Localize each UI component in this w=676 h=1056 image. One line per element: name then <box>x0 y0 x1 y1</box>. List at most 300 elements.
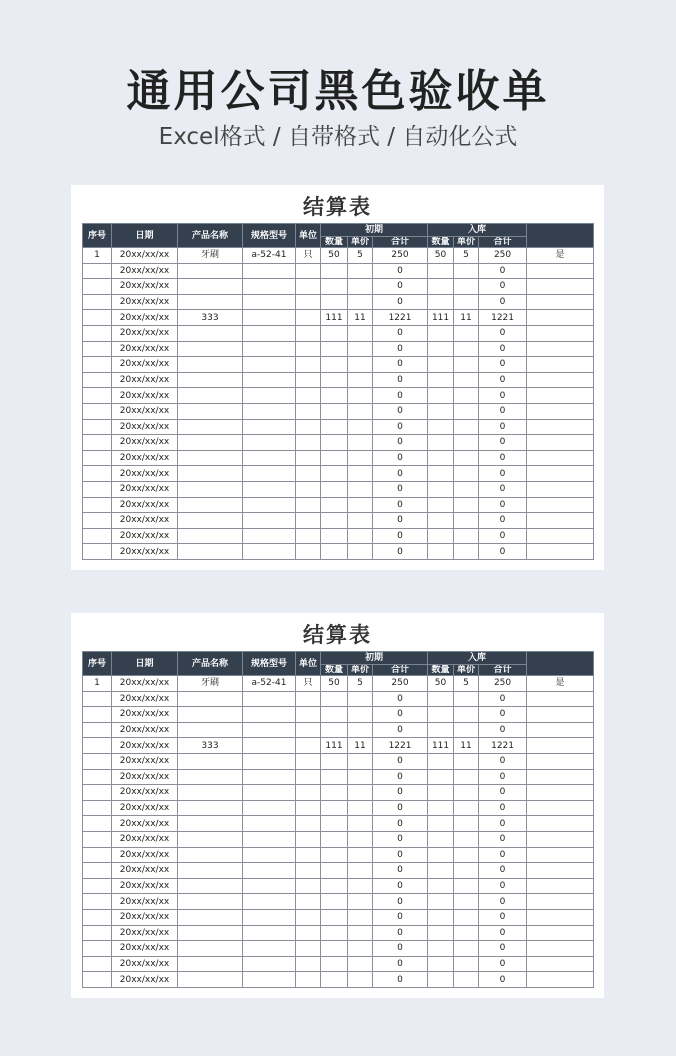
table-cell <box>348 785 373 801</box>
table-row <box>83 785 594 801</box>
table-row <box>83 831 594 847</box>
table-cell <box>454 800 479 816</box>
table-cell <box>243 528 296 544</box>
table-cell <box>83 956 112 972</box>
table-cell <box>296 497 321 513</box>
table-cell: 0 <box>373 941 428 957</box>
table-cell <box>428 450 454 466</box>
table-body <box>83 248 594 560</box>
table-cell: 20xx/xx/xx <box>112 357 178 373</box>
table-cell <box>428 816 454 832</box>
sheet-title: 结算表 <box>303 195 372 219</box>
sheet-title: 结算表 <box>303 623 372 647</box>
table-cell <box>178 941 243 957</box>
table-cell <box>348 497 373 513</box>
table-cell <box>428 279 454 295</box>
table-cell <box>321 707 348 723</box>
table-cell <box>296 707 321 723</box>
table-cell <box>83 863 112 879</box>
table-cell <box>321 528 348 544</box>
table-cell: 20xx/xx/xx <box>112 676 178 692</box>
table-cell: 0 <box>479 909 527 925</box>
table-cell: 0 <box>479 972 527 988</box>
table-row <box>83 450 594 466</box>
table-cell <box>296 769 321 785</box>
table-cell: 1221 <box>373 738 428 754</box>
col-header-unit: 单位 <box>296 652 321 676</box>
table-cell <box>454 513 479 529</box>
col-header-product: 产品名称 <box>178 652 243 676</box>
table-cell <box>527 357 594 373</box>
table-cell <box>321 847 348 863</box>
table-cell <box>321 785 348 801</box>
table-cell <box>428 753 454 769</box>
table-cell <box>454 972 479 988</box>
table-cell <box>348 831 373 847</box>
table-cell <box>527 831 594 847</box>
table-cell: 20xx/xx/xx <box>112 894 178 910</box>
table-cell: 20xx/xx/xx <box>112 972 178 988</box>
table-row <box>83 847 594 863</box>
table-cell <box>527 419 594 435</box>
table-cell <box>83 894 112 910</box>
table-cell: 0 <box>373 972 428 988</box>
col-header-spec: 规格型号 <box>243 652 296 676</box>
table-cell: 0 <box>373 263 428 279</box>
table-cell: 1 <box>83 248 112 264</box>
table-cell: 1 <box>83 676 112 692</box>
table-cell <box>321 691 348 707</box>
table-cell <box>527 847 594 863</box>
table-cell <box>348 263 373 279</box>
table-cell <box>428 403 454 419</box>
table-cell <box>83 466 112 482</box>
table-cell <box>454 863 479 879</box>
table-cell <box>428 691 454 707</box>
table-cell <box>243 831 296 847</box>
table-cell: 只 <box>296 676 321 692</box>
table-cell: 50 <box>428 248 454 264</box>
table-cell <box>83 738 112 754</box>
table-cell <box>527 528 594 544</box>
table-cell <box>83 800 112 816</box>
table-cell <box>348 909 373 925</box>
table-cell: 只 <box>296 248 321 264</box>
settlement-table <box>82 651 594 988</box>
table-cell <box>296 513 321 529</box>
table-cell: 20xx/xx/xx <box>112 263 178 279</box>
table-row <box>83 800 594 816</box>
table-cell <box>243 466 296 482</box>
table-cell <box>296 403 321 419</box>
table-cell <box>348 419 373 435</box>
spreadsheet-preview-1 <box>71 185 604 570</box>
table-cell <box>527 753 594 769</box>
table-cell: 0 <box>479 279 527 295</box>
table-cell: 20xx/xx/xx <box>112 925 178 941</box>
table-cell <box>321 753 348 769</box>
table-cell <box>296 847 321 863</box>
table-row <box>83 513 594 529</box>
table-cell <box>428 894 454 910</box>
table-cell <box>527 310 594 326</box>
table-cell <box>83 279 112 295</box>
table-cell <box>527 785 594 801</box>
table-cell: 0 <box>373 707 428 723</box>
table-cell: 0 <box>479 372 527 388</box>
table-row <box>83 388 594 404</box>
table-cell <box>243 691 296 707</box>
table-cell <box>321 972 348 988</box>
table-cell: 0 <box>479 294 527 310</box>
table-cell <box>296 435 321 451</box>
table-cell <box>454 831 479 847</box>
table-cell <box>454 956 479 972</box>
table-cell <box>321 878 348 894</box>
table-cell: 0 <box>373 847 428 863</box>
table-cell <box>454 941 479 957</box>
table-cell <box>527 481 594 497</box>
table-cell <box>296 941 321 957</box>
table-cell: 0 <box>373 325 428 341</box>
col-header-index: 序号 <box>83 652 112 676</box>
table-cell: 0 <box>479 544 527 560</box>
table-cell: 20xx/xx/xx <box>112 248 178 264</box>
table-cell <box>454 481 479 497</box>
table-cell <box>296 738 321 754</box>
table-cell <box>321 263 348 279</box>
table-cell <box>83 722 112 738</box>
table-row <box>83 894 594 910</box>
table-cell <box>178 513 243 529</box>
table-cell: 11 <box>348 738 373 754</box>
col-header-inbound-price: 单价 <box>454 237 479 248</box>
table-cell <box>428 863 454 879</box>
table-cell <box>428 341 454 357</box>
table-cell <box>454 847 479 863</box>
col-header-opening-total: 合计 <box>373 665 428 676</box>
table-cell: 0 <box>373 528 428 544</box>
table-cell <box>428 481 454 497</box>
table-cell: 0 <box>479 878 527 894</box>
table-cell <box>178 279 243 295</box>
table-cell <box>296 279 321 295</box>
table-row <box>83 341 594 357</box>
table-row <box>83 544 594 560</box>
table-cell: 250 <box>479 676 527 692</box>
table-cell: 50 <box>321 676 348 692</box>
table-cell <box>296 325 321 341</box>
table-row <box>83 722 594 738</box>
table-cell <box>321 388 348 404</box>
table-cell <box>428 722 454 738</box>
table-cell: 20xx/xx/xx <box>112 831 178 847</box>
table-cell <box>527 800 594 816</box>
col-header-opening-total: 合计 <box>373 237 428 248</box>
table-cell <box>348 466 373 482</box>
table-cell <box>428 513 454 529</box>
table-cell <box>178 419 243 435</box>
table-cell <box>454 722 479 738</box>
table-cell: 0 <box>479 941 527 957</box>
table-cell <box>428 466 454 482</box>
table-cell <box>527 972 594 988</box>
spreadsheet-preview-2 <box>71 613 604 998</box>
table-cell <box>348 513 373 529</box>
table-cell <box>527 450 594 466</box>
table-cell <box>243 878 296 894</box>
table-cell <box>527 263 594 279</box>
table-cell: 20xx/xx/xx <box>112 816 178 832</box>
table-cell <box>428 769 454 785</box>
table-cell: 0 <box>373 816 428 832</box>
table-cell <box>454 816 479 832</box>
table-cell <box>83 357 112 373</box>
table-cell <box>243 372 296 388</box>
table-row <box>83 279 594 295</box>
table-cell <box>243 481 296 497</box>
table-cell <box>527 372 594 388</box>
col-header-opening-price: 单价 <box>348 237 373 248</box>
table-cell: 0 <box>373 753 428 769</box>
table-cell <box>178 753 243 769</box>
table-cell <box>243 863 296 879</box>
table-cell <box>527 513 594 529</box>
table-cell: 0 <box>479 357 527 373</box>
table-cell: 0 <box>479 419 527 435</box>
table-cell: 0 <box>373 403 428 419</box>
table-cell: 111 <box>428 310 454 326</box>
table-cell <box>296 722 321 738</box>
table-cell <box>527 925 594 941</box>
table-cell <box>348 357 373 373</box>
table-cell: 20xx/xx/xx <box>112 878 178 894</box>
table-cell <box>527 722 594 738</box>
table-cell: 20xx/xx/xx <box>112 800 178 816</box>
table-cell <box>83 972 112 988</box>
col-header-opening-qty: 数量 <box>321 237 348 248</box>
table-cell: 0 <box>479 325 527 341</box>
table-cell <box>243 419 296 435</box>
col-header-index: 序号 <box>83 224 112 248</box>
table-cell <box>178 878 243 894</box>
page-title: 通用公司黑色验收单 <box>126 66 550 117</box>
table-cell: 0 <box>373 878 428 894</box>
table-cell <box>296 878 321 894</box>
col-header-spec: 规格型号 <box>243 224 296 248</box>
table-cell <box>348 941 373 957</box>
table-cell <box>83 513 112 529</box>
table-cell <box>243 972 296 988</box>
table-cell: 0 <box>479 691 527 707</box>
table-cell: 0 <box>373 388 428 404</box>
table-cell <box>296 341 321 357</box>
table-cell <box>296 388 321 404</box>
table-cell: 20xx/xx/xx <box>112 497 178 513</box>
table-cell: 5 <box>454 248 479 264</box>
table-row <box>83 707 594 723</box>
table-cell <box>243 847 296 863</box>
table-cell <box>296 310 321 326</box>
table-cell: 0 <box>479 388 527 404</box>
table-cell <box>428 544 454 560</box>
table-cell <box>178 863 243 879</box>
table-cell <box>527 497 594 513</box>
table-cell <box>296 753 321 769</box>
table-cell <box>83 544 112 560</box>
table-cell <box>348 816 373 832</box>
table-cell <box>454 294 479 310</box>
table-cell: 0 <box>479 769 527 785</box>
table-cell <box>428 419 454 435</box>
table-cell <box>243 435 296 451</box>
table-cell <box>178 497 243 513</box>
table-cell: 20xx/xx/xx <box>112 691 178 707</box>
table-cell <box>428 972 454 988</box>
table-row <box>83 753 594 769</box>
table-cell: 0 <box>373 909 428 925</box>
table-cell <box>428 388 454 404</box>
table-cell <box>348 325 373 341</box>
table-cell: 0 <box>373 722 428 738</box>
table-cell <box>348 435 373 451</box>
table-cell: 20xx/xx/xx <box>112 513 178 529</box>
table-row <box>83 691 594 707</box>
table-row <box>83 372 594 388</box>
table-cell <box>321 513 348 529</box>
table-cell: 0 <box>373 894 428 910</box>
table-cell <box>243 325 296 341</box>
table-cell: 0 <box>373 785 428 801</box>
table-cell: 0 <box>373 769 428 785</box>
col-header-opening: 初期 <box>321 652 428 665</box>
col-header-inbound: 入库 <box>428 652 527 665</box>
table-cell <box>83 707 112 723</box>
table-cell: 20xx/xx/xx <box>112 403 178 419</box>
table-cell <box>243 753 296 769</box>
table-cell <box>243 341 296 357</box>
table-cell: 是 <box>527 248 594 264</box>
table-cell <box>527 816 594 832</box>
col-header-blank <box>527 224 594 248</box>
table-cell <box>83 691 112 707</box>
table-cell: 20xx/xx/xx <box>112 466 178 482</box>
table-cell: 20xx/xx/xx <box>112 325 178 341</box>
table-cell: 20xx/xx/xx <box>112 722 178 738</box>
table-cell: 20xx/xx/xx <box>112 909 178 925</box>
table-cell: 20xx/xx/xx <box>112 785 178 801</box>
table-cell <box>428 785 454 801</box>
table-cell <box>83 419 112 435</box>
table-cell <box>321 435 348 451</box>
table-cell: 0 <box>373 279 428 295</box>
table-cell: 20xx/xx/xx <box>112 435 178 451</box>
table-cell: 111 <box>428 738 454 754</box>
table-cell <box>348 691 373 707</box>
table-cell <box>321 450 348 466</box>
table-cell <box>527 403 594 419</box>
table-cell <box>348 722 373 738</box>
table-cell: 0 <box>479 513 527 529</box>
table-cell <box>178 972 243 988</box>
table-cell: 20xx/xx/xx <box>112 279 178 295</box>
table-cell <box>178 894 243 910</box>
table-cell <box>348 956 373 972</box>
table-cell <box>83 263 112 279</box>
table-cell: 0 <box>373 481 428 497</box>
table-cell: 250 <box>373 248 428 264</box>
table-cell <box>348 707 373 723</box>
table-cell: 1221 <box>479 310 527 326</box>
table-cell <box>428 707 454 723</box>
table-cell <box>243 956 296 972</box>
table-row <box>83 925 594 941</box>
table-row <box>83 294 594 310</box>
table-cell: 0 <box>479 341 527 357</box>
table-cell <box>83 816 112 832</box>
table-cell <box>83 388 112 404</box>
table-cell <box>321 941 348 957</box>
table-cell <box>348 481 373 497</box>
table-cell: 20xx/xx/xx <box>112 528 178 544</box>
table-cell <box>348 800 373 816</box>
table-row <box>83 878 594 894</box>
table-row <box>83 481 594 497</box>
col-header-date: 日期 <box>112 224 178 248</box>
table-cell <box>454 785 479 801</box>
table-cell <box>321 357 348 373</box>
table-cell <box>178 341 243 357</box>
table-cell <box>428 800 454 816</box>
table-cell <box>348 341 373 357</box>
table-cell <box>243 450 296 466</box>
table-cell <box>321 800 348 816</box>
table-cell <box>348 894 373 910</box>
table-cell <box>243 357 296 373</box>
table-cell: 0 <box>373 466 428 482</box>
table-cell <box>83 925 112 941</box>
table-row <box>83 941 594 957</box>
table-cell <box>428 372 454 388</box>
table-cell <box>527 738 594 754</box>
table-row <box>83 419 594 435</box>
table-cell <box>178 263 243 279</box>
table-cell <box>527 388 594 404</box>
table-cell: 20xx/xx/xx <box>112 372 178 388</box>
table-cell: 333 <box>178 738 243 754</box>
table-cell <box>348 925 373 941</box>
table-cell <box>178 481 243 497</box>
table-cell: 0 <box>373 497 428 513</box>
table-cell: 20xx/xx/xx <box>112 388 178 404</box>
table-cell <box>243 497 296 513</box>
table-cell <box>178 800 243 816</box>
table-cell <box>296 528 321 544</box>
table-cell: 1221 <box>479 738 527 754</box>
table-cell <box>296 800 321 816</box>
table-cell <box>454 357 479 373</box>
table-cell <box>83 450 112 466</box>
table-cell: 11 <box>454 310 479 326</box>
table-cell <box>321 403 348 419</box>
table-cell <box>296 357 321 373</box>
table-cell <box>178 403 243 419</box>
table-cell: 0 <box>373 357 428 373</box>
table-cell: 20xx/xx/xx <box>112 847 178 863</box>
table-cell <box>178 372 243 388</box>
table-cell <box>321 816 348 832</box>
table-cell <box>83 403 112 419</box>
